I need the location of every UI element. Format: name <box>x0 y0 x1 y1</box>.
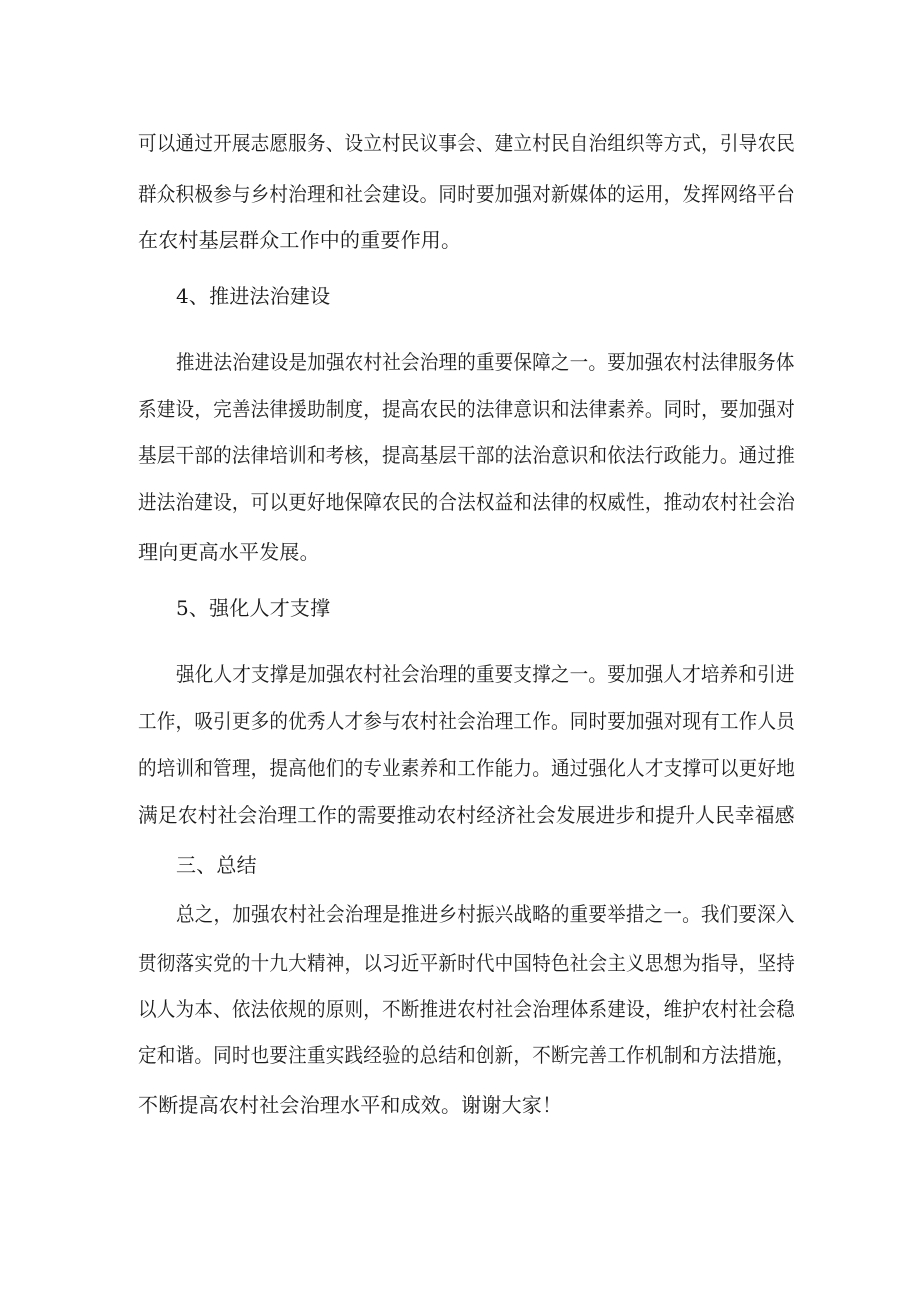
text-line: 强化人才支撑是加强农村社会治理的重要支撑之一。要加强人才培养和引进 <box>176 662 795 686</box>
text-line: 可以通过开展志愿服务、设立村民议事会、建立村民自治组织等方式，引导农民 <box>138 131 795 155</box>
text-line: 基层干部的法律培训和考核，提高基层干部的法治意识和依法行政能力。通过推 <box>138 443 795 467</box>
text-line: 在农村基层群众工作中的重要作用。 <box>138 228 462 252</box>
text-line: 不断提高农村社会治理水平和成效。谢谢大家！ <box>138 1093 563 1117</box>
section-heading-5: 5、强化人才支撑 <box>176 596 331 620</box>
text-line: 理向更高水平发展。 <box>138 540 320 564</box>
text-line: 系建设，完善法律援助制度，提高农民的法律意识和法律素养。同时，要加强对 <box>138 397 795 421</box>
section-heading-4: 4、推进法治建设 <box>176 284 331 308</box>
text-line: 定和谐。同时也要注重实践经验的总结和创新，不断完善工作机制和方法措施， <box>138 1043 795 1067</box>
text-line: 以人为本、依法依规的原则，不断推进农村社会治理体系建设，维护农村社会稳 <box>138 997 795 1021</box>
text-line: 群众积极参与乡村治理和社会建设。同时要加强对新媒体的运用，发挥网络平台 <box>138 182 795 206</box>
text-line: 工作，吸引更多的优秀人才参与农村社会治理工作。同时要加强对现有工作人员 <box>138 709 795 733</box>
text-line: 总之，加强农村社会治理是推进乡村振兴战略的重要举措之一。我们要深入 <box>176 902 795 926</box>
text-line: 满足农村社会治理工作的需要推动农村经济社会发展进步和提升人民幸福感 <box>138 803 795 827</box>
text-line: 进法治建设，可以更好地保障农民的合法权益和法律的权威性，推动农村社会治 <box>138 490 795 514</box>
text-line: 推进法治建设是加强农村社会治理的重要保障之一。要加强农村法律服务体 <box>176 350 795 374</box>
text-line: 贯彻落实党的十九大精神，以习近平新时代中国特色社会主义思想为指导，坚持 <box>138 951 795 975</box>
section-heading-summary: 三、总结 <box>176 853 257 877</box>
text-line: 的培训和管理，提高他们的专业素养和工作能力。通过强化人才支撑可以更好地 <box>138 756 795 780</box>
